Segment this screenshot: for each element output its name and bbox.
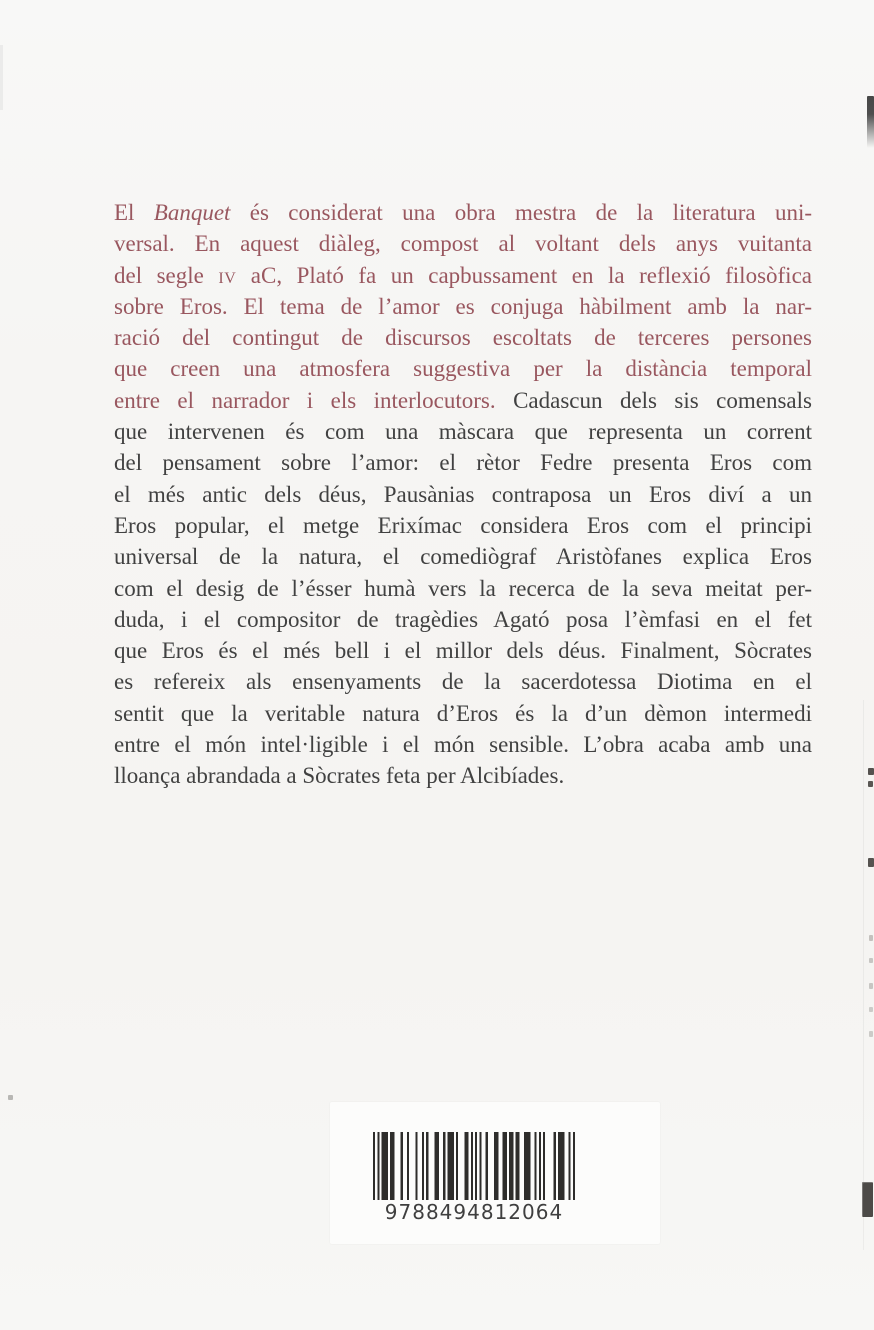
blurb-line xyxy=(114,197,812,228)
page-edge-mark xyxy=(868,781,873,787)
blurb-line xyxy=(114,760,812,791)
blurb-text xyxy=(114,197,812,792)
blurb-segment: es refereix als ensenyaments de la sacerdotessa Diotima en el xyxy=(114,669,812,695)
page-edge-mark xyxy=(867,96,874,148)
page-edge-mark xyxy=(862,1182,873,1217)
blurb-segment: del segle xyxy=(114,262,219,288)
blurb-line xyxy=(114,260,812,291)
blurb-line xyxy=(114,635,812,666)
blurb-line xyxy=(114,385,812,416)
blurb-segment: és considerat una obra mestra de la literatura uni- xyxy=(230,200,812,225)
blurb-segment: duda, i el compositor de tragèdies Agató posa l’èmfasi en el fet xyxy=(114,606,812,632)
isbn-number: 9788494812064 xyxy=(384,1200,564,1224)
barcode-panel xyxy=(330,1102,660,1244)
photo-edge-sliver xyxy=(0,45,3,110)
blurb-line xyxy=(114,729,812,760)
page-edge-line xyxy=(863,700,864,1250)
blurb-segment: el més antic dels déus, Pausànias contraposa un Eros diví a un xyxy=(114,481,812,507)
page-edge-mark xyxy=(869,983,873,989)
blurb-segment: que Eros és el més bell i el millor dels déus. Finalment, Sòcrates xyxy=(114,638,812,664)
blurb-segment: lloança abrandada a Sòcrates feta per Alcibíades. xyxy=(114,763,565,789)
blurb-segment: ració del contingut de discursos escoltats de terceres persones xyxy=(114,325,812,351)
blurb-segment: iv xyxy=(218,262,237,288)
blurb-segment: El xyxy=(114,200,154,225)
blurb-line xyxy=(114,573,812,604)
blurb-segment: Cadascun dels sis comensals xyxy=(513,387,812,413)
barcode xyxy=(373,1132,575,1200)
page-edge-mark xyxy=(869,935,873,941)
page-edge-mark xyxy=(869,958,873,963)
blurb-segment: sobre Eros. El tema de l’amor es conjuga hàbilment amb la nar- xyxy=(114,293,812,319)
blurb-segment: que intervenen és com una màscara que representa un corrent xyxy=(114,419,812,445)
blurb-segment: aC, Plató fa un capbussament en la reflexió filosòfica xyxy=(236,262,812,288)
blurb-segment: universal de la natura, el comediògraf Aristòfanes explica Eros xyxy=(114,544,812,570)
blurb-segment: com el desig de l’ésser humà vers la recerca de la seva meitat per- xyxy=(114,575,812,601)
blurb-segment: que creen una atmosfera suggestiva per la distància temporal xyxy=(114,356,812,382)
blurb-line xyxy=(114,541,812,572)
blurb-line xyxy=(114,447,812,478)
blurb-segment: entre el narrador i els interlocutors. xyxy=(114,387,514,413)
blurb-segment: del pensament sobre l’amor: el rètor Fedre presenta Eros com xyxy=(114,450,812,476)
blurb-line xyxy=(114,698,812,729)
blurb-segment: Eros popular, el metge Erixímac considera Eros com el principi xyxy=(114,512,812,538)
page-edge-mark xyxy=(869,1007,873,1012)
blurb-segment: sentit que la veritable natura d’Eros és la d’un dèmon intermedi xyxy=(114,700,812,726)
blurb-line xyxy=(114,353,812,384)
blurb-line xyxy=(114,322,812,353)
blurb-line xyxy=(114,604,812,635)
blurb-segment: versal. En aquest diàleg, compost al voltant dels anys vuitanta xyxy=(114,231,812,257)
page-edge-mark xyxy=(868,858,874,867)
blurb-line xyxy=(114,510,812,541)
blurb-line xyxy=(114,291,812,322)
blurb-line xyxy=(114,416,812,447)
page-edge-mark xyxy=(869,1031,873,1037)
blurb-line xyxy=(114,228,812,259)
page-edge-mark xyxy=(868,768,874,775)
blurb-line xyxy=(114,666,812,697)
blurb-line xyxy=(114,479,812,510)
photo-speck xyxy=(8,1095,13,1100)
blurb-segment: Banquet xyxy=(153,200,231,225)
blurb-segment: entre el món intel·ligible i el món sensible. L’obra acaba amb una xyxy=(114,732,812,758)
